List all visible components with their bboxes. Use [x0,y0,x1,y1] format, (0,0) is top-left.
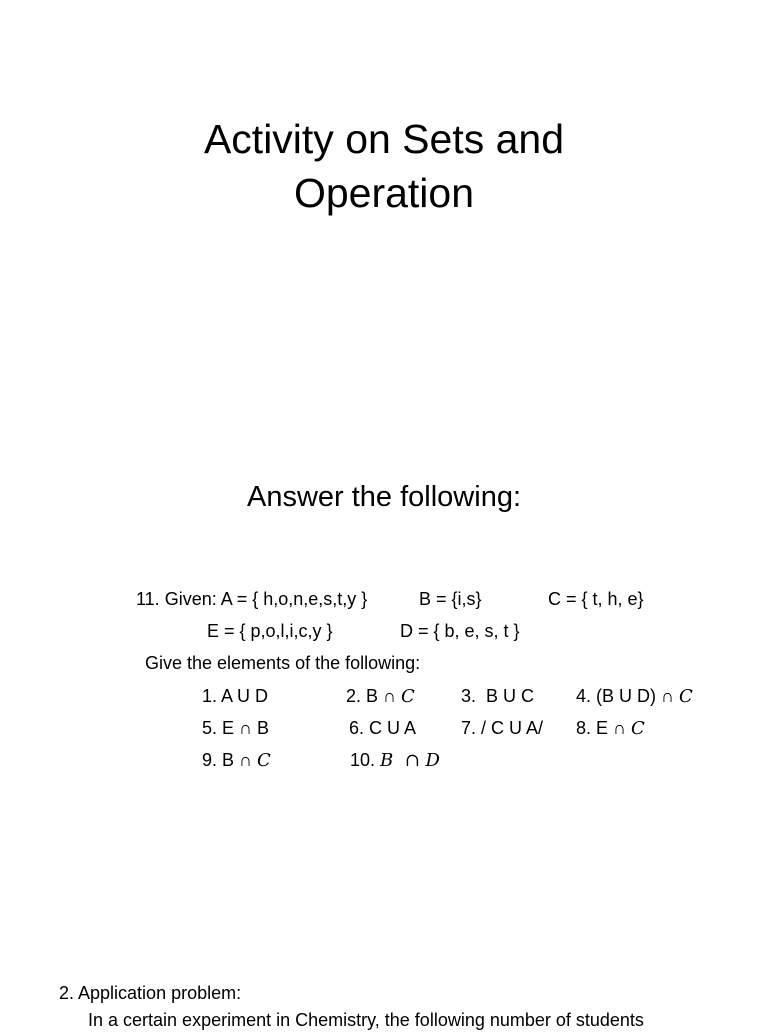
exercise-text: 6. C U A [349,718,417,738]
exercise-item [202,684,268,708]
exercise-text: 2. B ∩ [346,686,401,706]
given-set-d: D = { b, e, s, t } [400,621,520,641]
exercise-text: 9. B ∩ [202,750,257,770]
title-line-1: Activity on Sets and [203,116,565,162]
exercise-item [461,684,534,708]
instruction-text: Give the elements of the following: [145,653,421,673]
exercise-math: B ∩ D [380,750,440,771]
given-set-c: C = { t, h, e} [548,589,644,609]
problem-2-intro: In a certain experiment in Chemistry, the following number of students [88,1010,644,1030]
page-title [0,112,768,220]
exercise-text: 8. E ∩ [576,718,631,738]
exercise-item [202,716,269,740]
given-set-e: E = { p,o,l,i,c,y } [207,621,333,641]
exercise-text: 1. A U D [202,686,269,706]
exercise-item [576,716,645,741]
given-set-b: B = {i,s} [419,589,482,609]
exercise-math: C [400,686,415,707]
exercise-item [461,716,543,740]
exercise-text: 5. E ∩ B [202,718,269,738]
exercise-item [346,684,415,709]
exercise-text: 4. (B U D) ∩ [576,686,679,706]
title-line-2: Operation [293,170,475,216]
given-set-a: 11. Given: A = { h,o,n,e,s,t,y } [136,589,368,609]
exercise-item [202,748,271,773]
exercise-text: 7. / C U A/ [461,718,544,738]
exercise-item [350,748,440,773]
exercise-math: C [630,718,645,739]
problem-2-heading: 2. Application problem: [59,983,242,1003]
exercise-text: 10. [350,750,381,770]
exercise-item [576,684,693,709]
section-heading: Answer the following: [246,481,522,513]
exercise-math: C [678,686,693,707]
exercise-text: 3. B U C [461,686,535,706]
exercise-item [349,716,416,740]
exercise-math: C [256,750,271,771]
